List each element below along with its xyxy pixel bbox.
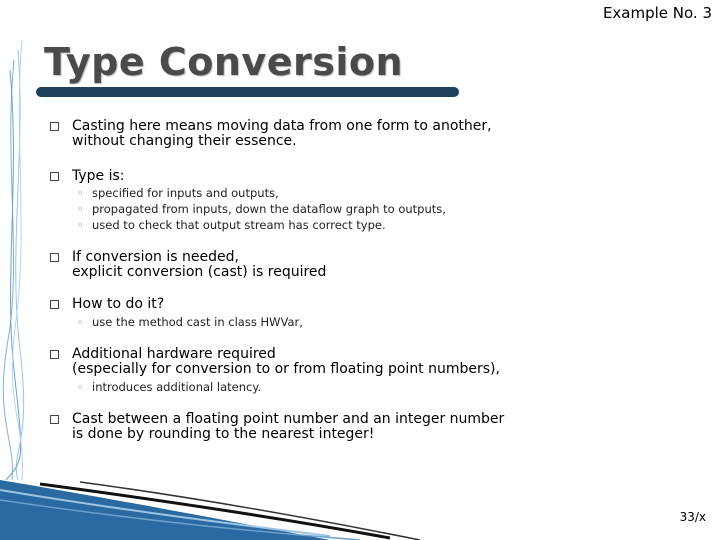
title-underline-bar <box>36 87 459 97</box>
bullet-additional-hardware: Additional hardware required (especially for conversion to or from floating point numbers), <box>72 347 592 377</box>
circle-bullet-icon: ◦ <box>77 219 84 232</box>
example-label: Example No. 3 <box>602 4 712 22</box>
sub-bullet: ◦ use the method cast in class HWVar, <box>77 315 303 329</box>
circle-bullet-icon: ◦ <box>77 187 84 200</box>
circle-bullet-icon: ◦ <box>77 203 84 216</box>
circle-bullet-icon: ◦ <box>77 316 84 329</box>
square-bullet-icon <box>50 122 59 131</box>
bullet-conversion-needed: If conversion is needed, explicit conversion (cast) is required <box>72 250 592 280</box>
circle-bullet-icon: ◦ <box>77 381 84 394</box>
slide-title: Type Conversion <box>44 40 404 84</box>
square-bullet-icon <box>50 172 59 181</box>
square-bullet-icon <box>50 253 59 262</box>
sub-bullet: ◦ specified for inputs and outputs, <box>77 186 279 200</box>
bullet-casting: Casting here means moving data from one form to another, without changing their essence. <box>72 119 592 149</box>
square-bullet-icon <box>50 415 59 424</box>
sub-bullet: ◦ used to check that output stream has correct type. <box>77 218 386 232</box>
sub-bullet: ◦ introduces additional latency. <box>77 380 262 394</box>
bullet-type-is: Type is: <box>72 169 592 184</box>
bullet-cast-rounding: Cast between a floating point number and an integer number is done by rounding to the nearest integer! <box>72 412 592 442</box>
square-bullet-icon <box>50 350 59 359</box>
bullet-how-to: How to do it? <box>72 297 592 312</box>
sub-bullet: ◦ propagated from inputs, down the dataflow graph to outputs, <box>77 202 446 216</box>
bottom-decorative-swoosh <box>0 470 720 540</box>
page-number: 33/x <box>679 510 706 524</box>
left-decorative-lines <box>0 40 40 480</box>
square-bullet-icon <box>50 300 59 309</box>
